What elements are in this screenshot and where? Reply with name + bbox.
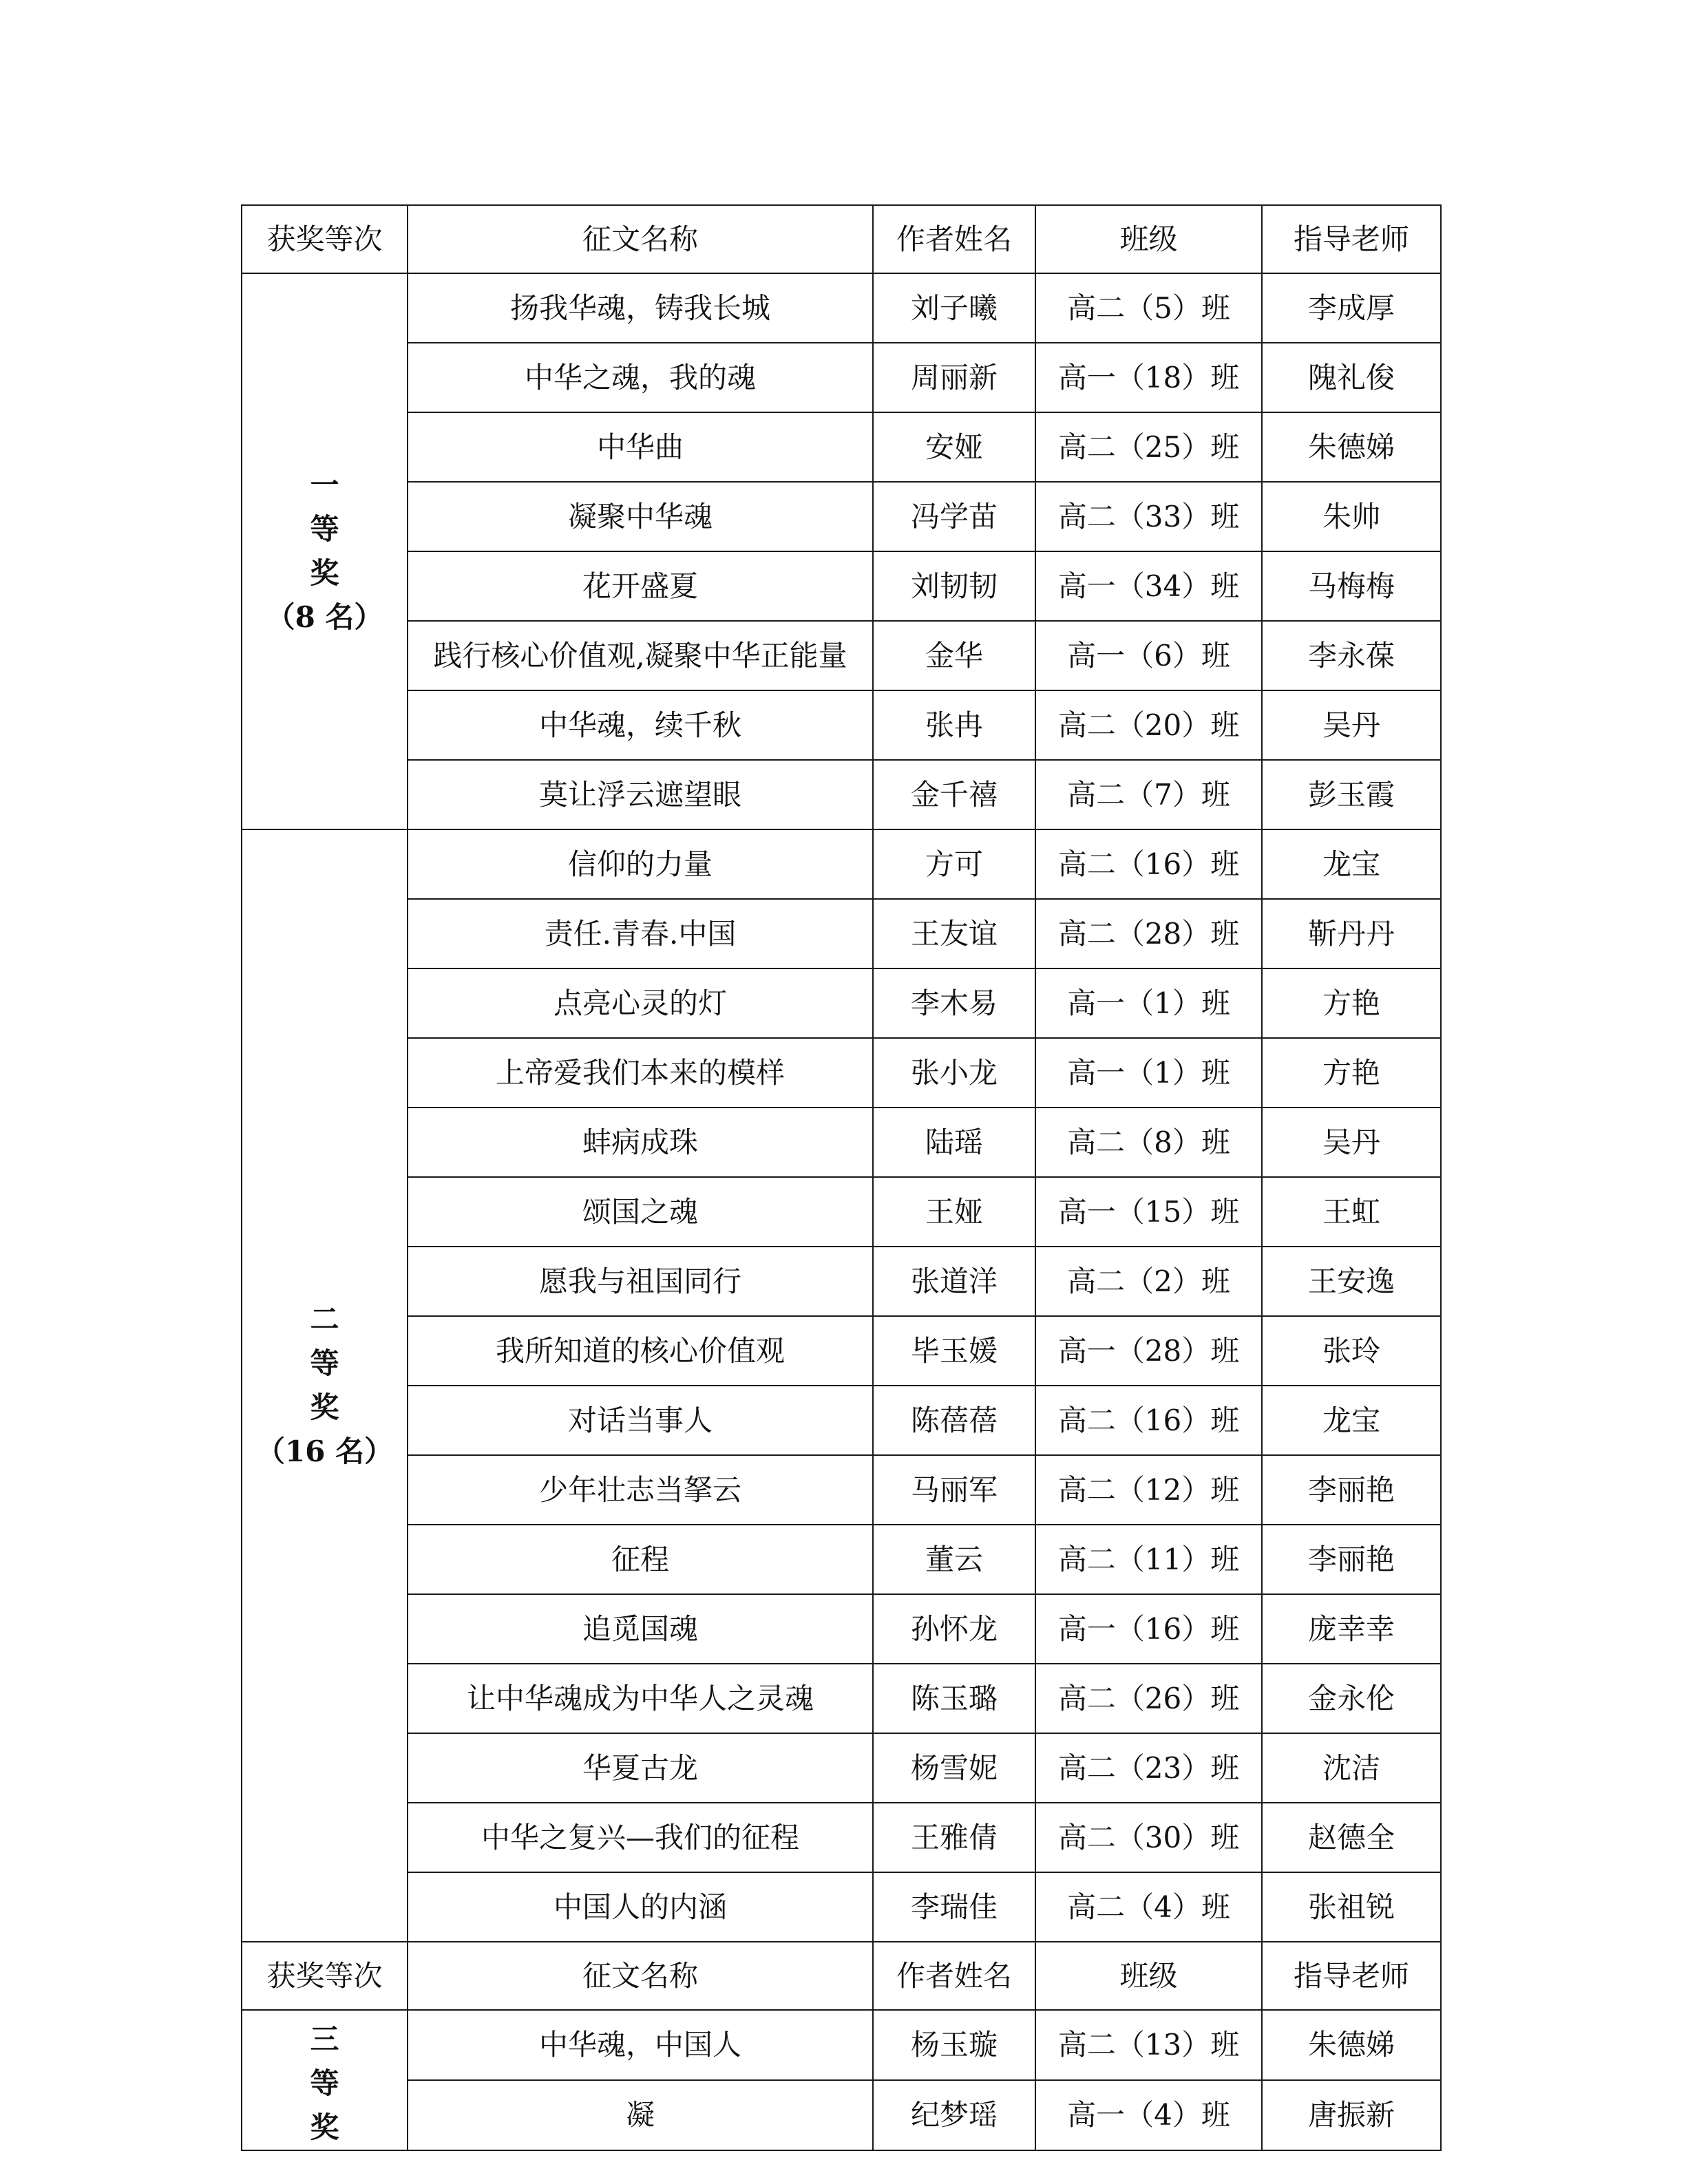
table-row (242, 1872, 1441, 1942)
class-cell: 高二（20）班 (1035, 690, 1262, 760)
advisor-cell: 方艳 (1262, 968, 1441, 1038)
essay-title-cell: 我所知道的核心价值观 (408, 1316, 873, 1386)
advisor-cell: 靳丹丹 (1262, 899, 1441, 968)
class-cell: 高二（7）班 (1035, 760, 1262, 829)
second-prize-label-char: 奖 (310, 1390, 339, 1424)
author-cell: 李木易 (873, 968, 1035, 1038)
essay-title-cell: 践行核心价值观,凝聚中华正能量 (408, 621, 873, 690)
advisor-cell: 赵德全 (1262, 1803, 1441, 1872)
header-award-level: 获奖等次 (242, 205, 408, 273)
essay-title-cell: 扬我华魂，铸我长城 (408, 273, 873, 343)
class-cell: 高一（1）班 (1035, 968, 1262, 1038)
class-cell: 高一（4）班 (1035, 2080, 1262, 2150)
author-cell: 王友谊 (873, 899, 1035, 968)
third-prize-label-char: 三 (310, 2022, 339, 2056)
table-row (242, 829, 1441, 899)
table-row (242, 1594, 1441, 1664)
essay-title-cell: 凝聚中华魂 (408, 482, 873, 551)
header-essay-title: 征文名称 (408, 1942, 873, 2010)
header-award-level: 获奖等次 (242, 1942, 408, 2010)
header-class: 班级 (1035, 205, 1262, 273)
advisor-cell: 龙宝 (1262, 1386, 1441, 1455)
author-cell: 王雅倩 (873, 1803, 1035, 1872)
author-cell: 马丽军 (873, 1455, 1035, 1525)
table-row (242, 2080, 1441, 2150)
table-row (242, 343, 1441, 412)
second-prize-label-char: 等 (310, 1346, 339, 1380)
class-cell: 高一（34）班 (1035, 551, 1262, 621)
essay-title-cell: 中华之复兴—我们的征程 (408, 1803, 873, 1872)
advisor-cell: 唐振新 (1262, 2080, 1441, 2150)
header-advisor: 指导老师 (1262, 1942, 1441, 2010)
table-row (242, 1525, 1441, 1594)
class-cell: 高二（16）班 (1035, 1386, 1262, 1455)
table-row (242, 760, 1441, 829)
essay-title-cell: 中华魂，续千秋 (408, 690, 873, 760)
advisor-cell: 吴丹 (1262, 690, 1441, 760)
author-cell: 方可 (873, 829, 1035, 899)
advisor-cell: 马梅梅 (1262, 551, 1441, 621)
essay-title-cell: 责任.青春.中国 (408, 899, 873, 968)
essay-title-cell: 花开盛夏 (408, 551, 873, 621)
author-cell: 陆瑶 (873, 1108, 1035, 1177)
award-table (241, 204, 1442, 2151)
class-cell: 高二（8）班 (1035, 1108, 1262, 1177)
class-cell: 高二（16）班 (1035, 829, 1262, 899)
class-cell: 高二（30）班 (1035, 1803, 1262, 1872)
author-cell: 陈玉璐 (873, 1664, 1035, 1733)
class-cell: 高二（28）班 (1035, 899, 1262, 968)
table-row (242, 1247, 1441, 1316)
table-body (242, 205, 1441, 2150)
author-cell: 孙怀龙 (873, 1594, 1035, 1664)
author-cell: 王娅 (873, 1177, 1035, 1247)
first-prize-label (242, 273, 408, 829)
essay-title-cell: 蚌病成珠 (408, 1108, 873, 1177)
advisor-cell: 李丽艳 (1262, 1525, 1441, 1594)
author-cell: 张道洋 (873, 1247, 1035, 1316)
table-row (242, 968, 1441, 1038)
class-cell: 高二（26）班 (1035, 1664, 1262, 1733)
advisor-cell: 李丽艳 (1262, 1455, 1441, 1525)
author-cell: 杨雪妮 (873, 1733, 1035, 1803)
header-essay-title: 征文名称 (408, 205, 873, 273)
class-cell: 高二（23）班 (1035, 1733, 1262, 1803)
author-cell: 刘韧韧 (873, 551, 1035, 621)
class-cell: 高二（33）班 (1035, 482, 1262, 551)
second-prize-count: （16 名） (255, 1434, 394, 1468)
table-row (242, 1316, 1441, 1386)
author-cell: 周丽新 (873, 343, 1035, 412)
header-row (242, 1942, 1441, 2010)
author-cell: 纪梦瑶 (873, 2080, 1035, 2150)
author-cell: 张冉 (873, 690, 1035, 760)
class-cell: 高一（1）班 (1035, 1038, 1262, 1108)
essay-title-cell: 凝 (408, 2080, 873, 2150)
table-row (242, 273, 1441, 343)
essay-title-cell: 点亮心灵的灯 (408, 968, 873, 1038)
class-cell: 高一（28）班 (1035, 1316, 1262, 1386)
essay-title-cell: 中华曲 (408, 412, 873, 482)
table-row (242, 1108, 1441, 1177)
third-prize-label-char: 奖 (310, 2110, 339, 2144)
header-author: 作者姓名 (873, 1942, 1035, 2010)
table-row (242, 690, 1441, 760)
essay-title-cell: 对话当事人 (408, 1386, 873, 1455)
table-row (242, 412, 1441, 482)
author-cell: 安娅 (873, 412, 1035, 482)
first-prize-count: （8 名） (266, 600, 383, 634)
author-cell: 陈蓓蓓 (873, 1386, 1035, 1455)
advisor-cell: 隗礼俊 (1262, 343, 1441, 412)
essay-title-cell: 追觅国魂 (408, 1594, 873, 1664)
class-cell: 高二（13）班 (1035, 2010, 1262, 2080)
class-cell: 高二（4）班 (1035, 1872, 1262, 1942)
first-prize-label-char: 等 (310, 512, 339, 546)
essay-title-cell: 让中华魂成为中华人之灵魂 (408, 1664, 873, 1733)
second-prize-label (242, 829, 408, 1942)
class-cell: 高二（2）班 (1035, 1247, 1262, 1316)
essay-title-cell: 颂国之魂 (408, 1177, 873, 1247)
author-cell: 张小龙 (873, 1038, 1035, 1108)
essay-title-cell: 少年壮志当拏云 (408, 1455, 873, 1525)
table-row (242, 1803, 1441, 1872)
class-cell: 高二（25）班 (1035, 412, 1262, 482)
table-row (242, 899, 1441, 968)
advisor-cell: 朱帅 (1262, 482, 1441, 551)
class-cell: 高二（11）班 (1035, 1525, 1262, 1594)
class-cell: 高二（12）班 (1035, 1455, 1262, 1525)
advisor-cell: 吴丹 (1262, 1108, 1441, 1177)
advisor-cell: 李永葆 (1262, 621, 1441, 690)
class-cell: 高一（16）班 (1035, 1594, 1262, 1664)
table-row (242, 482, 1441, 551)
table-row (242, 551, 1441, 621)
table-row (242, 2010, 1441, 2080)
essay-title-cell: 中国人的内涵 (408, 1872, 873, 1942)
essay-title-cell: 信仰的力量 (408, 829, 873, 899)
header-advisor: 指导老师 (1262, 205, 1441, 273)
advisor-cell: 龙宝 (1262, 829, 1441, 899)
third-prize-label-char: 等 (310, 2066, 339, 2100)
advisor-cell: 金永伦 (1262, 1664, 1441, 1733)
advisor-cell: 彭玉霞 (1262, 760, 1441, 829)
first-prize-label-char: 奖 (310, 556, 339, 590)
advisor-cell: 朱德娣 (1262, 412, 1441, 482)
third-prize-label (242, 2010, 408, 2150)
table-row (242, 621, 1441, 690)
class-cell: 高一（15）班 (1035, 1177, 1262, 1247)
second-prize-label-char: 二 (310, 1302, 339, 1336)
table-row (242, 1733, 1441, 1803)
class-cell: 高一（18）班 (1035, 343, 1262, 412)
essay-title-cell: 中华之魂，我的魂 (408, 343, 873, 412)
author-cell: 李瑞佳 (873, 1872, 1035, 1942)
table-row (242, 1455, 1441, 1525)
advisor-cell: 朱德娣 (1262, 2010, 1441, 2080)
table-row (242, 1386, 1441, 1455)
author-cell: 毕玉媛 (873, 1316, 1035, 1386)
advisor-cell: 张玲 (1262, 1316, 1441, 1386)
essay-title-cell: 中华魂，中国人 (408, 2010, 873, 2080)
class-cell: 高二（5）班 (1035, 273, 1262, 343)
author-cell: 刘子曦 (873, 273, 1035, 343)
author-cell: 金千禧 (873, 760, 1035, 829)
author-cell: 杨玉璇 (873, 2010, 1035, 2080)
essay-title-cell: 莫让浮云遮望眼 (408, 760, 873, 829)
table-row (242, 1038, 1441, 1108)
table-row (242, 1664, 1441, 1733)
author-cell: 金华 (873, 621, 1035, 690)
advisor-cell: 方艳 (1262, 1038, 1441, 1108)
advisor-cell: 李成厚 (1262, 273, 1441, 343)
author-cell: 冯学苗 (873, 482, 1035, 551)
table-row (242, 1177, 1441, 1247)
advisor-cell: 王安逸 (1262, 1247, 1441, 1316)
class-cell: 高一（6）班 (1035, 621, 1262, 690)
essay-title-cell: 愿我与祖国同行 (408, 1247, 873, 1316)
essay-title-cell: 华夏古龙 (408, 1733, 873, 1803)
essay-title-cell: 上帝爱我们本来的模样 (408, 1038, 873, 1108)
advisor-cell: 张祖锐 (1262, 1872, 1441, 1942)
essay-title-cell: 征程 (408, 1525, 873, 1594)
header-author: 作者姓名 (873, 205, 1035, 273)
header-class: 班级 (1035, 1942, 1262, 2010)
advisor-cell: 庞幸幸 (1262, 1594, 1441, 1664)
advisor-cell: 沈洁 (1262, 1733, 1441, 1803)
advisor-cell: 王虹 (1262, 1177, 1441, 1247)
first-prize-label-char: 一 (310, 468, 339, 502)
header-row (242, 205, 1441, 273)
author-cell: 董云 (873, 1525, 1035, 1594)
